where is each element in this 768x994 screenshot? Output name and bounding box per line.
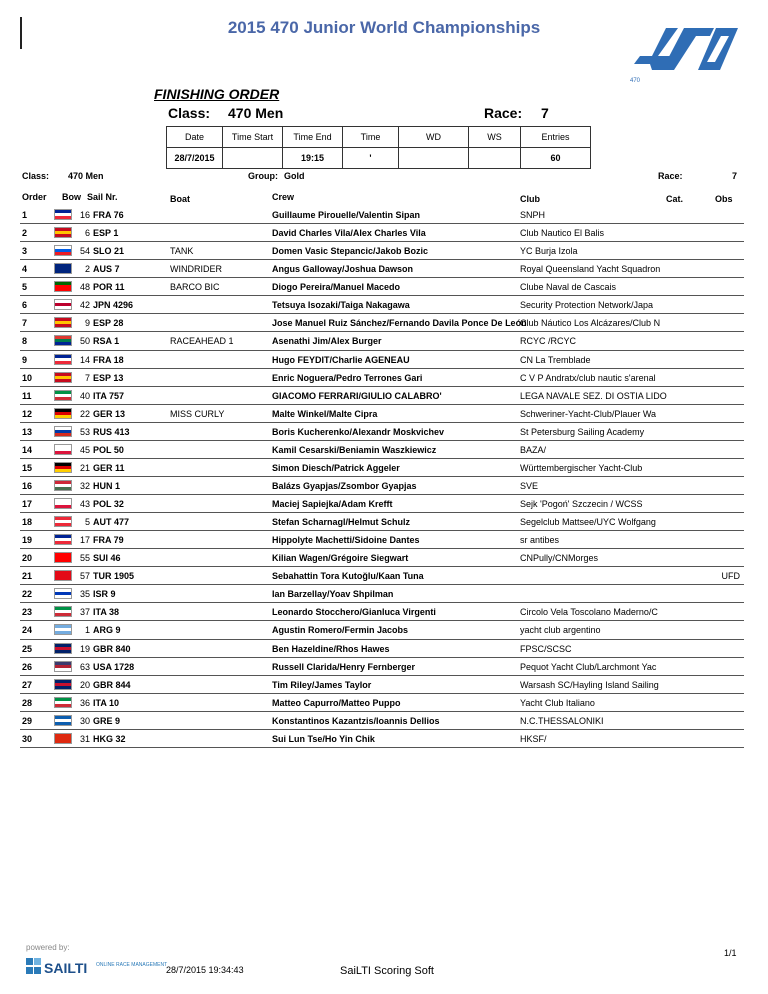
row-bow: 37: [79, 607, 90, 618]
row-order: 28: [22, 697, 33, 708]
page-title: 2015 470 Junior World Championships: [227, 18, 541, 37]
results-table: [20, 206, 744, 748]
row-order: 30: [22, 733, 33, 744]
row-club: HKSF/: [520, 733, 547, 744]
row-sail-number: FRA 18: [93, 354, 124, 365]
row-bow: 45: [79, 444, 90, 455]
row-bow: 17: [79, 535, 90, 546]
row-bow: 42: [79, 300, 90, 311]
row-crew: Guillaume Pirouelle/Valentin Sipan: [272, 210, 421, 220]
row-sail-number: AUT 477: [93, 517, 130, 528]
sailti-text: SAILTI: [44, 960, 88, 976]
row-club: Circolo Vela Toscolano Maderno/C: [520, 607, 658, 618]
row-order: 10: [22, 372, 33, 383]
row-crew: Ian Barzellay/Yoav Shpilman: [272, 589, 394, 600]
row-boat: WINDRIDER: [170, 264, 222, 275]
row-bow: 20: [79, 679, 90, 690]
flag-icon: [54, 317, 72, 328]
flag-icon: [54, 643, 72, 654]
row-club: sr antibes: [520, 535, 560, 546]
row-order: 20: [22, 553, 33, 564]
table-row: [20, 296, 744, 314]
meta-entries-header: Entries: [521, 127, 591, 148]
table-row: [20, 387, 744, 405]
table-row: [20, 405, 744, 423]
row-sail-number: USA 1728: [93, 661, 135, 672]
row-order: 7: [22, 318, 28, 329]
table-row: [20, 531, 744, 549]
col-obs: Obs: [715, 194, 733, 204]
row-sail-number: SLO 21: [93, 246, 125, 257]
row-crew: Agustin Romero/Fermin Jacobs: [272, 625, 409, 636]
row-bow: 31: [79, 733, 90, 744]
row-club: SVE: [520, 480, 539, 491]
flag-icon: [54, 372, 72, 383]
table-row: [20, 441, 744, 459]
row-bow: 50: [79, 336, 90, 347]
flag-icon: [54, 263, 72, 274]
row-sail-number: ESP 28: [93, 318, 124, 329]
flag-icon: [54, 498, 72, 509]
row-order: 15: [22, 462, 33, 473]
row-bow: 21: [79, 462, 90, 473]
page-number: 1/1: [724, 948, 737, 958]
row-crew: Konstantinos Kazantzis/Ioannis Dellios: [272, 715, 440, 726]
row-crew: Kamil Cesarski/Beniamin Waszkiewicz: [272, 444, 437, 455]
row-crew: Boris Kucherenko/Alexandr Moskvichev: [272, 426, 445, 437]
row-club: SNPH: [520, 210, 546, 220]
row-sail-number: AUS 7: [93, 264, 120, 275]
row-order: 29: [22, 715, 33, 726]
row-obs: UFD: [721, 571, 740, 582]
flag-icon: [54, 534, 72, 545]
row-club: CNPully/CNMorges: [520, 553, 599, 564]
table-row: [20, 658, 744, 676]
row-sail-number: ESP 13: [93, 372, 124, 383]
race-value: 7: [541, 105, 549, 121]
row-crew: Russell Clarida/Henry Fernberger: [272, 661, 416, 672]
row-sail-number: GBR 840: [93, 643, 131, 654]
row-sail-number: POL 50: [93, 444, 124, 455]
row-bow: 48: [79, 282, 90, 293]
row-crew: Tim Riley/James Taylor: [272, 679, 372, 690]
col-boat: Boat: [170, 194, 190, 204]
table-row: [20, 224, 744, 242]
row-order: 5: [22, 282, 28, 293]
row-club: Club Náutico Los Alcázares/Club N: [520, 318, 661, 329]
table-row: [20, 477, 744, 495]
row-crew: Balázs Gyapjas/Zsombor Gyapjas: [272, 480, 417, 491]
software-name: SaiLTI Scoring Soft: [340, 965, 434, 977]
row-sail-number: ARG 9: [93, 625, 121, 636]
row-order: 6: [22, 300, 28, 311]
row-sail-number: RUS 413: [93, 426, 130, 437]
row-order: 27: [22, 679, 33, 690]
row-sail-number: ITA 38: [93, 607, 120, 618]
meta-date-header: Date: [167, 127, 223, 148]
table-row: [20, 242, 744, 260]
row-sail-number: HKG 32: [93, 733, 126, 744]
meta-time-start-header: Time Start: [223, 127, 283, 148]
table-row: [20, 603, 744, 621]
row-order: 13: [22, 426, 33, 437]
meta-header-row: [167, 127, 591, 148]
flag-icon: [54, 227, 72, 238]
print-timestamp: 28/7/2015 19:34:43: [166, 965, 244, 975]
row-boat: BARCO BIC: [170, 282, 220, 293]
table-row: [20, 278, 744, 296]
table-row: [20, 567, 744, 585]
table-row: [20, 585, 744, 603]
meta-ws-header: WS: [469, 127, 521, 148]
sailti-logo: [26, 955, 168, 979]
flag-icon: [54, 480, 72, 491]
row-crew: Tetsuya Isozaki/Taiga Nakagawa: [272, 300, 410, 311]
row-boat: TANK: [170, 246, 194, 257]
row-order: 21: [22, 571, 33, 582]
row-club: Yacht Club Italiano: [520, 697, 595, 708]
finishing-order-heading: FINISHING ORDER: [154, 86, 280, 102]
row-bow: 53: [79, 426, 90, 437]
row-club: Security Protection Network/Japa: [520, 300, 654, 311]
row-bow: 43: [79, 499, 90, 509]
row-club: St Petersburg Sailing Academy: [520, 426, 645, 437]
row-order: 19: [22, 535, 33, 546]
row-crew: Hippolyte Machetti/Sidoine Dantes: [272, 535, 420, 546]
row-club: RCYC /RCYC: [520, 336, 577, 347]
col-cat: Cat.: [666, 194, 684, 204]
table-row: [20, 351, 744, 369]
meta-ws-value: [469, 148, 521, 169]
row-sail-number: GER 13: [93, 408, 126, 419]
row-bow: 54: [79, 246, 90, 257]
row-order: 23: [22, 607, 33, 618]
table-row: [20, 314, 744, 332]
row-bow: 35: [79, 589, 90, 600]
flag-icon: [54, 516, 72, 527]
row-club: CN La Tremblade: [520, 354, 591, 365]
meta-date-value: 28/7/2015: [167, 148, 223, 169]
row-bow: 36: [79, 697, 90, 708]
table-row: [20, 260, 744, 278]
row-order: 22: [22, 589, 33, 600]
flag-icon: [54, 606, 72, 617]
row-bow: 5: [84, 517, 90, 528]
row-sail-number: RSA 1: [93, 336, 120, 347]
row-bow: 32: [79, 480, 90, 491]
class-value: 470 Men: [228, 105, 284, 121]
row-bow: 1: [84, 625, 90, 636]
row-crew: Kilian Wagen/Grégoire Siegwart: [272, 553, 409, 564]
row-club: C V P Andratx/club nautic s'arenal: [520, 372, 656, 383]
row-order: 26: [22, 661, 33, 672]
flag-icon: [54, 281, 72, 292]
row-order: 16: [22, 480, 33, 491]
row-order: 3: [22, 246, 28, 257]
meta-time-end-header: Time End: [283, 127, 343, 148]
row-crew: Leonardo Stocchero/Gianluca Virgenti: [272, 607, 436, 618]
meta-time-header: Time: [343, 127, 399, 148]
flag-icon: [54, 661, 72, 672]
class-label: Class:: [168, 105, 211, 121]
row-boat: MISS CURLY: [170, 408, 225, 419]
flag-icon: [54, 679, 72, 690]
meta-wd-value: [399, 148, 469, 169]
flag-icon: [54, 444, 72, 455]
col-order: Order: [22, 192, 47, 202]
row-club: BAZA/: [520, 444, 547, 455]
sub-race-label: Race:: [658, 171, 683, 181]
row-sail-number: ITA 757: [93, 390, 125, 401]
sub-race-value: 7: [732, 171, 738, 181]
row-crew: Maciej Sapiejka/Adam Krefft: [272, 499, 393, 509]
row-club: YC Burja Izola: [520, 246, 578, 257]
meta-value-row: [167, 148, 591, 169]
flag-icon: [54, 209, 72, 220]
row-club: LEGA NAVALE SEZ. DI OSTIA LIDO: [520, 390, 667, 401]
row-club: Sejk 'Pogoń' Szczecin / WCSS: [520, 499, 643, 509]
flag-icon: [54, 335, 72, 346]
flag-icon: [54, 697, 72, 708]
flag-icon: [54, 733, 72, 744]
row-sail-number: FRA 76: [93, 210, 124, 220]
row-club: Royal Queensland Yacht Squadron: [520, 264, 661, 275]
flag-icon: [54, 299, 72, 310]
flag-icon: [54, 390, 72, 401]
col-bow: Bow: [62, 192, 81, 202]
row-sail-number: ISR 9: [93, 589, 116, 600]
row-sail-number: POR 11: [93, 282, 125, 293]
table-row: [20, 495, 744, 513]
flag-icon: [54, 426, 72, 437]
sub-class-value: 470 Men: [68, 171, 104, 181]
row-bow: 2: [84, 264, 90, 275]
col-sail: Sail Nr.: [87, 192, 118, 202]
row-crew: Hugo FEYDIT/Charlie AGENEAU: [272, 354, 410, 365]
row-sail-number: GBR 844: [93, 679, 131, 690]
row-crew: Matteo Capurro/Matteo Puppo: [272, 697, 401, 708]
row-order: 9: [22, 354, 28, 365]
row-bow: 19: [79, 643, 90, 654]
row-club: Pequot Yacht Club/Larchmont Yac: [520, 661, 657, 672]
group-value: Gold: [284, 171, 305, 181]
row-sail-number: ESP 1: [93, 228, 119, 239]
class-470-logo: [622, 24, 738, 84]
table-row: [20, 730, 744, 748]
row-order: 14: [22, 444, 33, 455]
row-order: 2: [22, 228, 28, 239]
row-bow: 63: [79, 661, 90, 672]
meta-entries-value: 60: [521, 148, 591, 169]
row-sail-number: SUI 46: [93, 553, 121, 564]
row-sail-number: POL 32: [93, 499, 124, 509]
logo-text: 470: [630, 78, 641, 84]
row-crew: Asenathi Jim/Alex Burger: [272, 336, 382, 347]
row-bow: 6: [84, 228, 90, 239]
race-label: Race:: [484, 105, 523, 121]
flag-icon: [54, 588, 72, 599]
row-crew: Malte Winkel/Malte Cipra: [272, 408, 378, 419]
row-crew: Jose Manuel Ruiz Sánchez/Fernando Davila Ponce De León: [272, 318, 527, 329]
row-bow: 55: [79, 553, 90, 564]
row-sail-number: ITA 10: [93, 697, 120, 708]
flag-icon: [54, 245, 72, 256]
row-crew: Sui Lun Tse/Ho Yin Chik: [272, 733, 375, 744]
row-sail-number: GRE 9: [93, 715, 121, 726]
table-row: [20, 549, 744, 567]
race-meta-table: [166, 126, 591, 169]
row-sail-number: FRA 79: [93, 535, 124, 546]
table-row: [20, 621, 744, 639]
row-bow: 40: [79, 390, 90, 401]
meta-wd-header: WD: [399, 127, 469, 148]
powered-by-label: powered by:: [26, 943, 70, 952]
table-row: [20, 513, 744, 531]
row-crew: GIACOMO FERRARI/GIULIO CALABRO': [272, 390, 442, 401]
row-sail-number: TUR 1905: [93, 571, 135, 582]
row-order: 11: [22, 390, 32, 401]
row-bow: 16: [79, 210, 90, 220]
row-order: 17: [22, 499, 33, 509]
row-crew: Sebahattin Tora Kutoğlu/Kaan Tuna: [272, 571, 424, 582]
flag-icon: [54, 552, 72, 563]
row-bow: 57: [79, 571, 90, 582]
row-sail-number: HUN 1: [93, 480, 121, 491]
row-bow: 14: [79, 354, 90, 365]
row-order: 1: [22, 210, 28, 220]
row-boat: RACEAHEAD 1: [170, 336, 234, 347]
meta-time-value: ': [343, 148, 399, 169]
flag-icon: [54, 462, 72, 473]
table-row: [20, 332, 744, 350]
row-club: Clube Naval de Cascais: [520, 282, 617, 293]
table-row: [20, 423, 744, 441]
row-club: Schweriner-Yacht-Club/Plauer Wa: [520, 408, 657, 419]
col-club: Club: [520, 194, 540, 204]
flag-icon: [54, 354, 72, 365]
row-order: 8: [22, 336, 28, 347]
row-club: FPSC/SCSC: [520, 643, 572, 654]
flag-icon: [54, 570, 72, 581]
row-club: Club Nautico El Balis: [520, 228, 605, 239]
row-bow: 7: [84, 372, 90, 383]
meta-time-start-value: [223, 148, 283, 169]
row-order: 24: [22, 625, 33, 636]
row-club: Württembergischer Yacht-Club: [520, 462, 643, 473]
row-sail-number: JPN 4296: [93, 300, 134, 311]
row-order: 4: [22, 264, 28, 275]
row-bow: 30: [79, 715, 90, 726]
table-row: [20, 640, 744, 658]
meta-time-end-value: 19:15: [283, 148, 343, 169]
row-bow: 22: [79, 408, 90, 419]
row-sail-number: GER 11: [93, 462, 125, 473]
table-row: [20, 676, 744, 694]
row-crew: Stefan Scharnagl/Helmut Schulz: [272, 517, 411, 528]
row-club: N.C.THESSALONIKI: [520, 715, 604, 726]
row-order: 25: [22, 643, 33, 654]
table-row: [20, 369, 744, 387]
row-club: yacht club argentino: [520, 625, 601, 636]
row-crew: Diogo Pereira/Manuel Macedo: [272, 282, 401, 293]
table-row: [20, 712, 744, 730]
row-crew: Ben Hazeldine/Rhos Hawes: [272, 643, 390, 654]
row-crew: Domen Vasic Stepancic/Jakob Bozic: [272, 246, 429, 257]
flag-icon: [54, 408, 72, 419]
sailti-sub: ONLINE RACE MANAGEMENT: [96, 962, 168, 968]
sub-class-label: Class:: [22, 171, 50, 181]
col-crew: Crew: [272, 192, 295, 202]
table-row: [20, 206, 744, 224]
row-crew: Angus Galloway/Joshua Dawson: [272, 264, 414, 275]
flag-icon: [54, 715, 72, 726]
row-crew: David Charles Vila/Alex Charles Vila: [272, 228, 426, 239]
row-crew: Simon Diesch/Patrick Aggeler: [272, 462, 400, 473]
row-crew: Enric Noguera/Pedro Terrones Gari: [272, 372, 423, 383]
table-row: [20, 459, 744, 477]
row-order: 12: [22, 408, 33, 419]
group-label: Group:: [248, 171, 278, 181]
table-row: [20, 694, 744, 712]
row-club: Warsash SC/Hayling Island Sailing: [520, 679, 659, 690]
row-club: Segelclub Mattsee/UYC Wolfgang: [520, 517, 656, 528]
row-order: 18: [22, 517, 33, 528]
row-bow: 9: [84, 318, 90, 329]
flag-icon: [54, 624, 72, 635]
